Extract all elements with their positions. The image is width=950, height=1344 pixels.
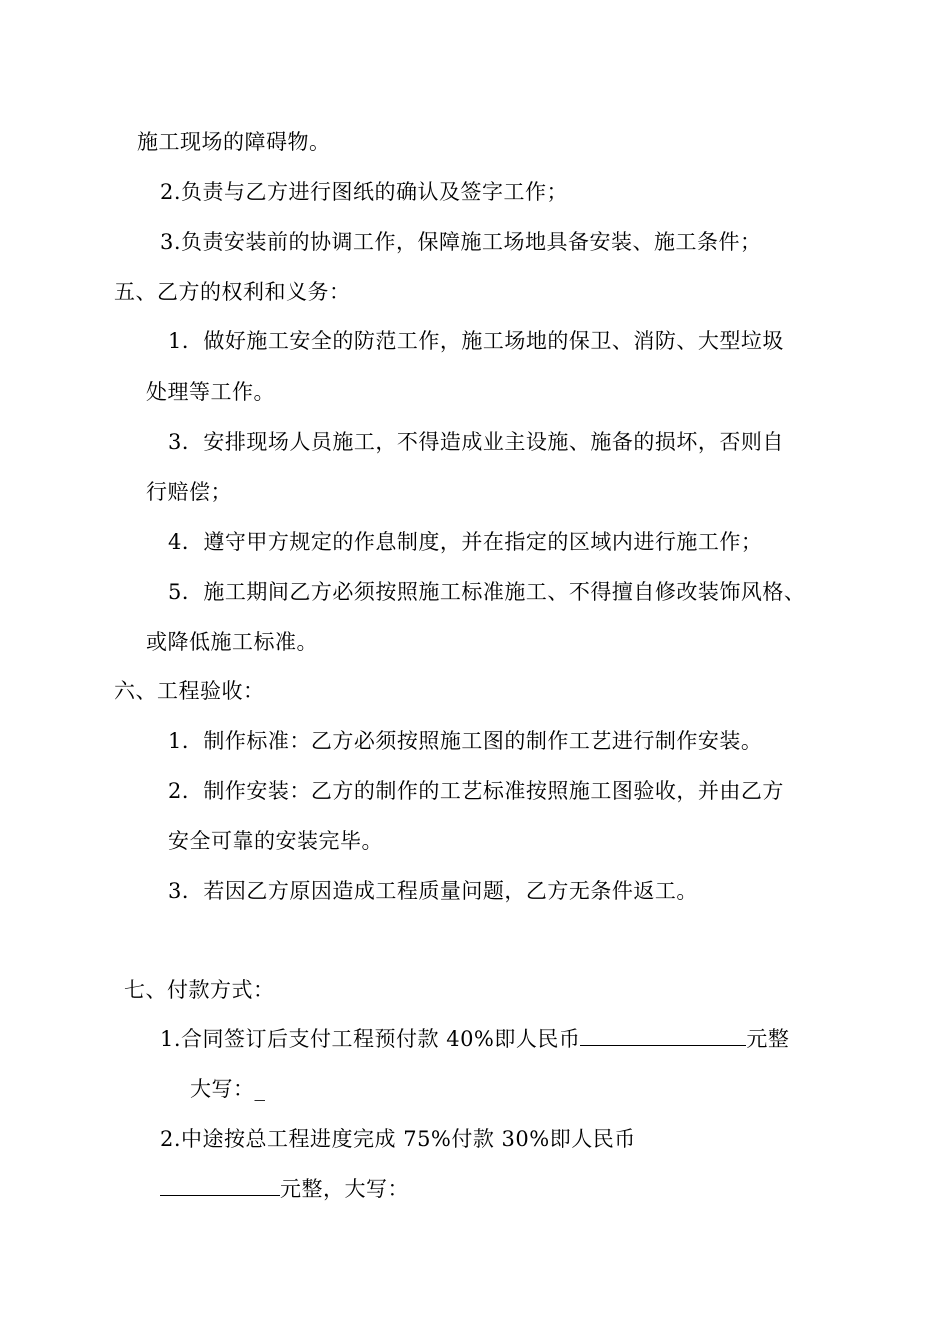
text-line: 处理等工作。: [146, 380, 275, 404]
text-line: 1．做好施工安全的防范工作，施工场地的保卫、消防、大型垃圾: [168, 329, 784, 353]
payment-item-1: [160, 1025, 789, 1053]
section-heading: 七、付款方式：: [124, 978, 275, 1002]
text-line: 3．安排现场人员施工，不得造成业主设施、施备的损坏，否则自: [168, 430, 784, 454]
text-line: 3．若因乙方原因造成工程质量问题，乙方无条件返工。: [168, 879, 698, 903]
text-line: 2.负责与乙方进行图纸的确认及签字工作；: [160, 180, 569, 204]
text-line: 4．遵守甲方规定的作息制度，并在指定的区域内进行施工作；: [168, 530, 763, 554]
payment-item-1-text: 1.合同签订后支付工程预付款 40%即人民币: [160, 1027, 581, 1051]
text-line: 1．制作标准：乙方必须按照施工图的制作工艺进行制作安装。: [168, 729, 763, 753]
payment-item-1-daxie: 大写：_: [190, 1077, 266, 1101]
text-line: 3.负责安装前的协调工作，保障施工场地具备安装、施工条件；: [160, 230, 762, 254]
text-line: 2．制作安装：乙方的制作的工艺标准按照施工图验收，并由乙方: [168, 779, 784, 803]
section-heading: 五、乙方的权利和义务：: [114, 280, 351, 304]
section-heading: 六、工程验收：: [114, 679, 265, 703]
text-line: 或降低施工标准。: [146, 630, 318, 654]
text-line: 施工现场的障碍物。: [137, 130, 331, 154]
payment-item-2-suffix: 元整，大写：: [280, 1177, 409, 1201]
amount-blank: [580, 1025, 746, 1046]
text-line: 5．施工期间乙方必须按照施工标准施工、不得擅自修改装饰风格、: [168, 580, 806, 604]
text-line: 安全可靠的安装完毕。: [168, 829, 383, 853]
payment-item-1-suffix: 元整: [746, 1027, 790, 1051]
text-line: 行赔偿；: [146, 480, 232, 504]
payment-item-2-amount: [160, 1175, 409, 1203]
payment-item-2: 2.中途按总工程进度完成 75%付款 30%即人民币: [160, 1127, 636, 1151]
amount-blank: [160, 1175, 280, 1196]
